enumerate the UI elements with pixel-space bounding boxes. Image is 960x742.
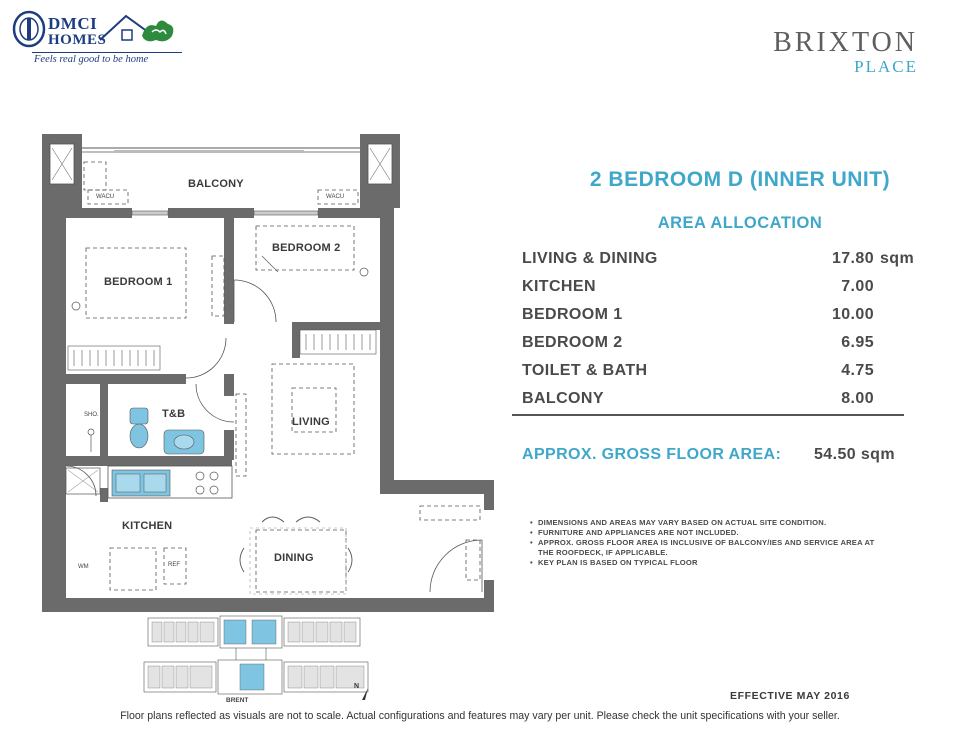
label-kitchen: KITCHEN <box>122 520 173 532</box>
logo-word-homes: HOMES <box>48 32 107 48</box>
project-subname: PLACE <box>854 57 918 76</box>
alloc-value: 10.00 <box>831 306 874 323</box>
table-divider <box>512 414 904 416</box>
label-living: LIVING <box>292 416 330 428</box>
alloc-row-bedroom-1 <box>522 302 906 330</box>
gross-area-value: 54.50 sqm <box>814 446 895 463</box>
alloc-name: BEDROOM 2 <box>522 334 623 351</box>
alloc-name: BALCONY <box>522 390 604 407</box>
label-wacu-right: WACU <box>326 194 345 200</box>
alloc-row-toilet-bath <box>522 358 906 386</box>
alloc-unit: sqm <box>880 250 915 267</box>
alloc-row-kitchen <box>522 274 906 302</box>
key-plan-label: BRENT <box>226 697 249 704</box>
label-tb: T&B <box>162 408 186 420</box>
note-item: • FURNITURE AND APPLIANCES ARE NOT INCLUDED. <box>530 528 890 538</box>
notes-list <box>530 518 890 568</box>
project-name: BRIXTON <box>773 27 918 58</box>
disclaimer: Floor plans reflected as visuals are not to scale. Actual configurations and features may vary per unit. Please check the unit specifications with your seller. <box>120 710 840 722</box>
label-washing-machine: WM <box>78 564 89 570</box>
label-shower: SHO. <box>84 412 99 418</box>
label-wacu-left: WACU <box>96 194 115 200</box>
alloc-row-balcony <box>522 386 906 414</box>
label-refrigerator: REF <box>168 562 180 568</box>
note-item: • KEY PLAN IS BASED ON TYPICAL FLOOR <box>530 558 890 568</box>
logo-word-dmci: DMCI <box>48 14 98 33</box>
area-allocation-table <box>522 246 915 414</box>
alloc-row-bedroom-2 <box>522 330 906 358</box>
north-label: N <box>354 683 360 690</box>
label-bedroom-2: BEDROOM 2 <box>272 242 341 254</box>
area-allocation-heading: AREA ALLOCATION <box>657 214 823 232</box>
unit-title: 2 BEDROOM D (INNER UNIT) <box>589 168 891 191</box>
alloc-value: 7.00 <box>841 278 874 295</box>
alloc-value: 8.00 <box>841 390 874 407</box>
alloc-value: 4.75 <box>841 362 874 379</box>
label-balcony: BALCONY <box>188 178 244 190</box>
project-logo <box>773 28 918 76</box>
alloc-name: TOILET & BATH <box>522 362 648 379</box>
alloc-name: BEDROOM 1 <box>522 306 623 323</box>
alloc-value: 17.80 <box>831 250 874 267</box>
alloc-row-living-dining <box>522 246 915 274</box>
effective-date: EFFECTIVE MAY 2016 <box>730 690 850 702</box>
label-bedroom-1: BEDROOM 1 <box>104 276 173 288</box>
label-dining: DINING <box>274 552 314 564</box>
alloc-name: LIVING & DINING <box>522 250 658 267</box>
key-plan <box>140 612 372 704</box>
gross-area-label: APPROX. GROSS FLOOR AREA: <box>522 446 782 463</box>
gross-floor-area <box>522 446 906 470</box>
note-item: • DIMENSIONS AND AREAS MAY VARY BASED ON ACTUAL SITE CONDITION. <box>530 518 890 528</box>
north-arrow-icon <box>352 680 374 702</box>
note-item: • APPROX. GROSS FLOOR AREA IS INCLUSIVE OF BALCONY/IES AND SERVICE AREA AT THE ROOFDECK, IF APPLICABLE. <box>530 538 890 558</box>
logo-tagline: Feels real good to be home <box>34 54 149 65</box>
alloc-name: KITCHEN <box>522 278 596 295</box>
alloc-value: 6.95 <box>841 334 874 351</box>
